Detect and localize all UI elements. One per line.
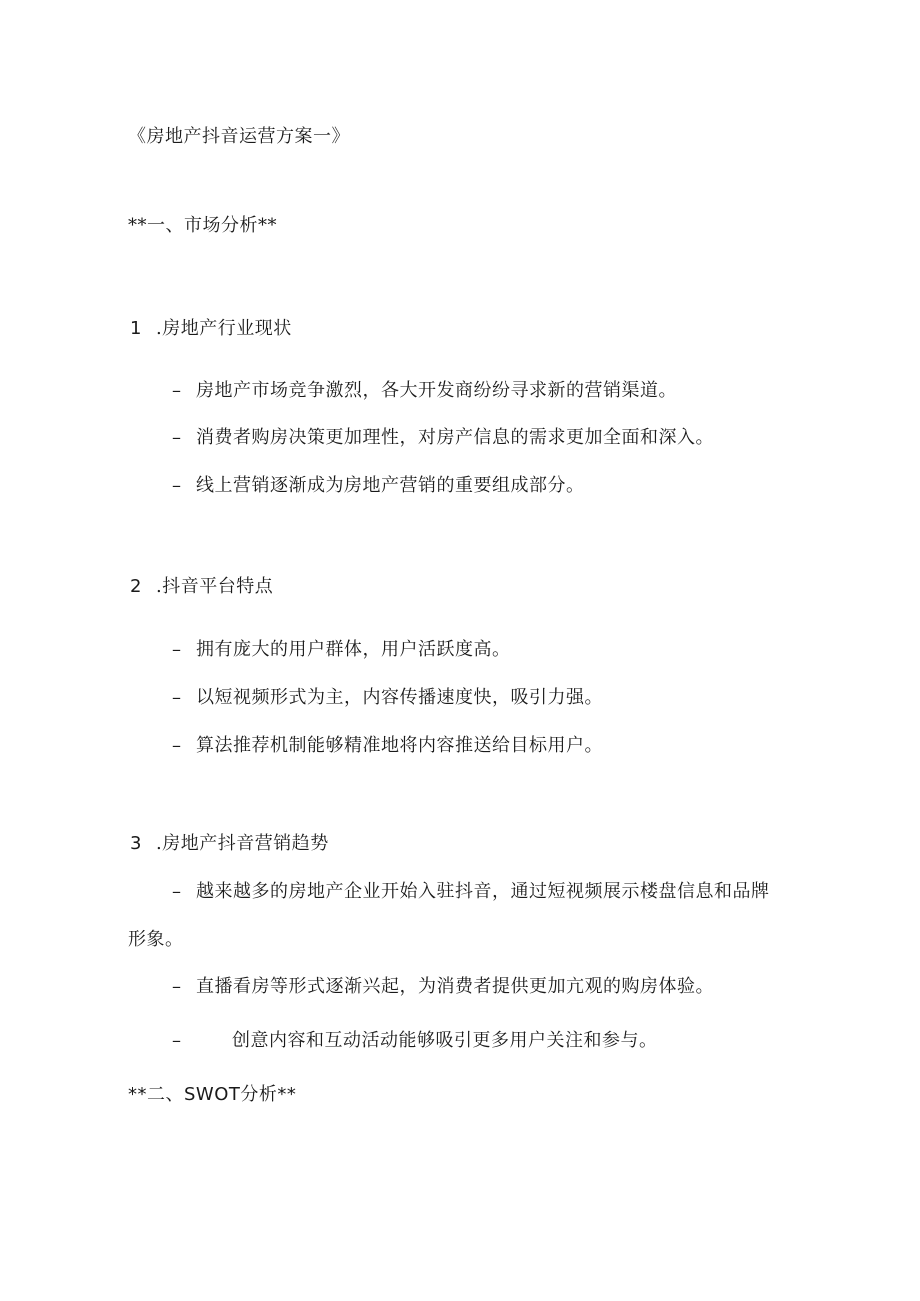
subsection-label: .房地产抖音营销趋势 bbox=[156, 833, 329, 854]
list-item bbox=[172, 474, 585, 498]
subsection-heading-marketing-trends bbox=[130, 832, 329, 856]
subsection-heading-douyin-features bbox=[130, 575, 273, 599]
dash-marker: – bbox=[172, 639, 182, 660]
subsection-heading-industry-status bbox=[130, 317, 292, 341]
list-item-text: 创意内容和互动活动能够吸引更多用户关注和参与。 bbox=[232, 1030, 658, 1051]
list-item bbox=[172, 880, 770, 904]
dash-marker: – bbox=[172, 427, 182, 448]
dash-marker: – bbox=[172, 380, 182, 401]
dash-marker: – bbox=[172, 976, 182, 997]
list-item-text: 越来越多的房地产企业开始入驻抖音，通过短视频展示楼盘信息和品牌 bbox=[196, 881, 770, 902]
dash-marker: – bbox=[172, 687, 182, 708]
list-item-text: 房地产市场竞争激烈，各大开发商纷纷寻求新的营销渠道。 bbox=[196, 380, 677, 401]
list-item bbox=[172, 379, 677, 403]
list-item-continuation: 形象。 bbox=[128, 929, 184, 950]
list-item bbox=[172, 426, 714, 450]
list-item-text: 直播看房等形式逐渐兴起，为消费者提供更加亢观的购房体验。 bbox=[196, 976, 714, 997]
list-item-text: 消费者购房决策更加理性，对房产信息的需求更加全面和深入。 bbox=[196, 427, 714, 448]
subsection-number: 2 bbox=[130, 576, 142, 597]
list-item bbox=[172, 975, 714, 999]
subsection-label: .抖音平台特点 bbox=[156, 576, 274, 597]
subsection-label: .房地产行业现状 bbox=[156, 318, 292, 339]
dash-marker: – bbox=[172, 1030, 182, 1051]
list-item bbox=[172, 686, 603, 710]
list-item-text: 线上营销逐渐成为房地产营销的重要组成部分。 bbox=[196, 475, 585, 496]
dash-marker: – bbox=[172, 475, 182, 496]
list-item bbox=[172, 734, 603, 758]
section-heading-swot-analysis: **二、SWOT分析** bbox=[128, 1084, 297, 1105]
dash-marker: – bbox=[172, 881, 182, 902]
list-item-text: 算法推荐机制能够精准地将内容推送给目标用户。 bbox=[196, 735, 603, 756]
list-item-text: 拥有庞大的用户群体，用户活跃度高。 bbox=[196, 639, 511, 660]
list-item bbox=[172, 638, 511, 662]
subsection-number: 3 bbox=[130, 833, 142, 854]
document-title: 《房地产抖音运营方案一》 bbox=[128, 126, 350, 147]
section-heading-market-analysis: **一、市场分析** bbox=[128, 215, 277, 236]
dash-marker: – bbox=[172, 735, 182, 756]
list-item bbox=[172, 1029, 658, 1053]
list-item-text: 以短视频形式为主，内容传播速度快，吸引力强。 bbox=[196, 687, 603, 708]
subsection-number: 1 bbox=[130, 318, 142, 339]
